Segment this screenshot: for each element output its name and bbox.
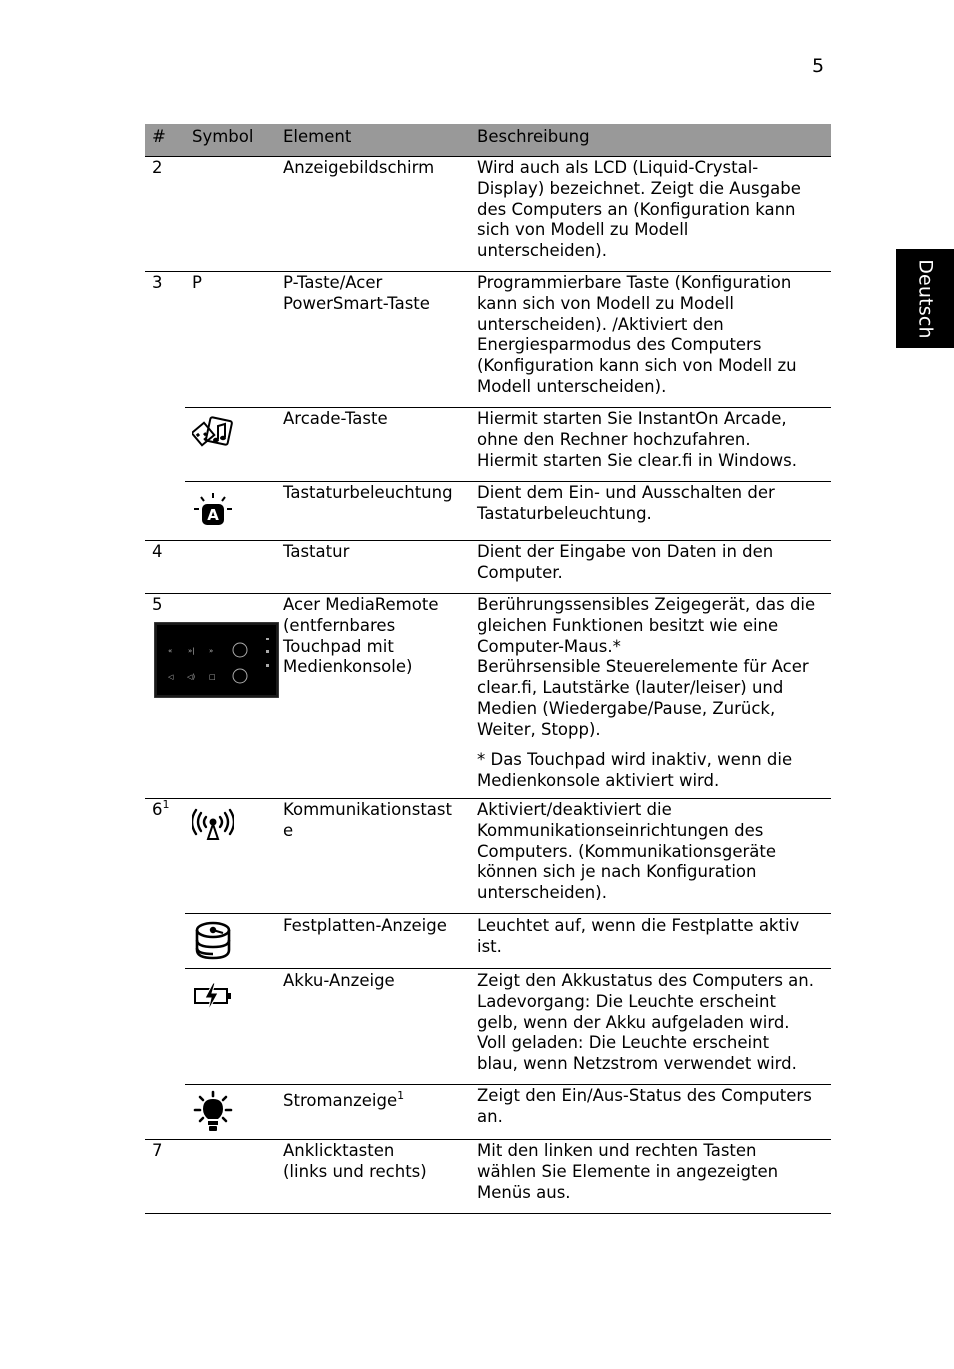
language-tab-label: Deutsch (914, 258, 937, 339)
element-description: Dient der Eingabe von Daten in den Computer. (477, 542, 774, 582)
row-number: 7 (152, 1141, 163, 1160)
status-term-full: Voll geladen: (477, 1033, 584, 1053)
row-number: 2 (152, 158, 163, 177)
row-divider (185, 968, 831, 969)
svg-text:◁: ◁ (168, 673, 174, 681)
svg-text:A: A (207, 506, 219, 524)
svg-text:◁): ◁) (187, 673, 196, 681)
hdd-icon (193, 920, 233, 962)
table-bottom-border (145, 1213, 831, 1214)
row-divider (185, 1084, 831, 1085)
row-number: $6^1$ (152, 797, 170, 819)
row-number: 3 (152, 273, 163, 292)
arcade-icon (192, 416, 234, 454)
row-divider (185, 913, 831, 914)
svg-text:«: « (168, 647, 173, 655)
element-description: Zeigt den Ein/Aus-Status des Computers an. (477, 1086, 812, 1126)
element-description: Wird auch als LCD (Liquid-Crystal- Display) bezeichnet. Zeigt die Ausgabe des Computers an (Konfiguration kann sich von Modell zu Modell unterscheiden). (477, 158, 801, 261)
language-tab (896, 249, 954, 348)
power-indicator-icon (193, 1090, 233, 1134)
row-divider (145, 540, 831, 541)
row-divider (145, 593, 831, 594)
row-divider (145, 798, 831, 799)
row-divider (185, 481, 831, 482)
element-name: Akku-Anzeige (283, 971, 395, 990)
row-number: 4 (152, 542, 163, 561)
element-name: Tastatur (283, 542, 350, 561)
row-divider (145, 271, 831, 272)
row-divider (145, 1139, 831, 1140)
battery-icon (193, 982, 233, 1012)
element-name: Tastaturbeleuchtung (283, 483, 453, 502)
element-name: Stromanzeige$^1$ (283, 1088, 405, 1110)
element-description: Dient dem Ein- und Ausschalten der Tastaturbeleuchtung. (477, 483, 775, 523)
status-term-charging: Ladevorgang: (477, 991, 591, 1011)
element-name: Acer MediaRemote (entfernbares Touchpad mit Medienkonsole) (283, 595, 439, 677)
element-name: Festplatten-Anzeige (283, 916, 447, 935)
header-symbol: Symbol (192, 127, 254, 146)
wireless-icon (192, 808, 234, 842)
element-description: Zeigt den Akkustatus des Computers an. Ladevorgang: Die Leuchte erscheint gelb, wenn der Akku aufgeladen wird. Voll geladen: Die Leuchte erscheint blau, wenn Netzstrom verwendet wird. (477, 971, 814, 1074)
element-note: * Das Touchpad wird inaktiv, wenn die Medienkonsole aktiviert wird. (477, 750, 793, 790)
element-name: Anklicktasten (links und rechts) (283, 1141, 427, 1181)
element-description: Hiermit starten Sie InstantOn Arcade, ohne den Rechner hochzufahren. Hiermit starten Sie clear.fi in Windows. (477, 409, 798, 470)
element-description: Programmierbare Taste (Konfiguration kann sich von Modell zu Modell unterscheiden). /Aktiviert den Energiesparmodus des Computers (Konfiguration kann sich von Modell zu Modell unterscheiden). (477, 273, 797, 396)
media-console-image (154, 622, 279, 698)
row-number: 5 (152, 595, 163, 614)
keyboard-backlight-icon (192, 490, 234, 528)
element-name: Anzeigebildschirm (283, 158, 435, 177)
element-description: Leuchtet auf, wenn die Festplatte aktiv ist. (477, 916, 800, 956)
element-name: P-Taste/Acer PowerSmart-Taste (283, 273, 430, 313)
element-name: Kommunikationstast e (283, 800, 452, 840)
p-key-symbol: P (192, 273, 202, 292)
svg-text:□: □ (209, 673, 216, 681)
element-description: Berührungssensibles Zeigegerät, das die gleichen Funktionen besitzt wie eine Computer-Maus.* Berührsensible Steuerelemente für Acer clear.fi, Lautstärke (lauter/leiser) und Medien (Wiedergabe/Pause, Zurück, Weiter, Stopp). (477, 595, 816, 739)
header-element: Element (283, 127, 352, 146)
header-num: # (152, 127, 166, 146)
page-number: 5 (812, 55, 825, 77)
row-divider (185, 407, 831, 408)
svg-text:»: » (209, 647, 214, 655)
element-name: Arcade-Taste (283, 409, 388, 428)
element-description: Aktiviert/deaktiviert die Kommunikationseinrichtungen des Computers. (Kommunikationsgeräte können sich je nach Konfiguration unterscheiden). (477, 800, 777, 903)
element-description: Mit den linken und rechten Tasten wählen Sie Elemente in angezeigten Menüs aus. (477, 1141, 779, 1202)
header-description: Beschreibung (477, 127, 590, 146)
svg-text:»|: »| (188, 647, 195, 655)
table-header (145, 124, 831, 157)
